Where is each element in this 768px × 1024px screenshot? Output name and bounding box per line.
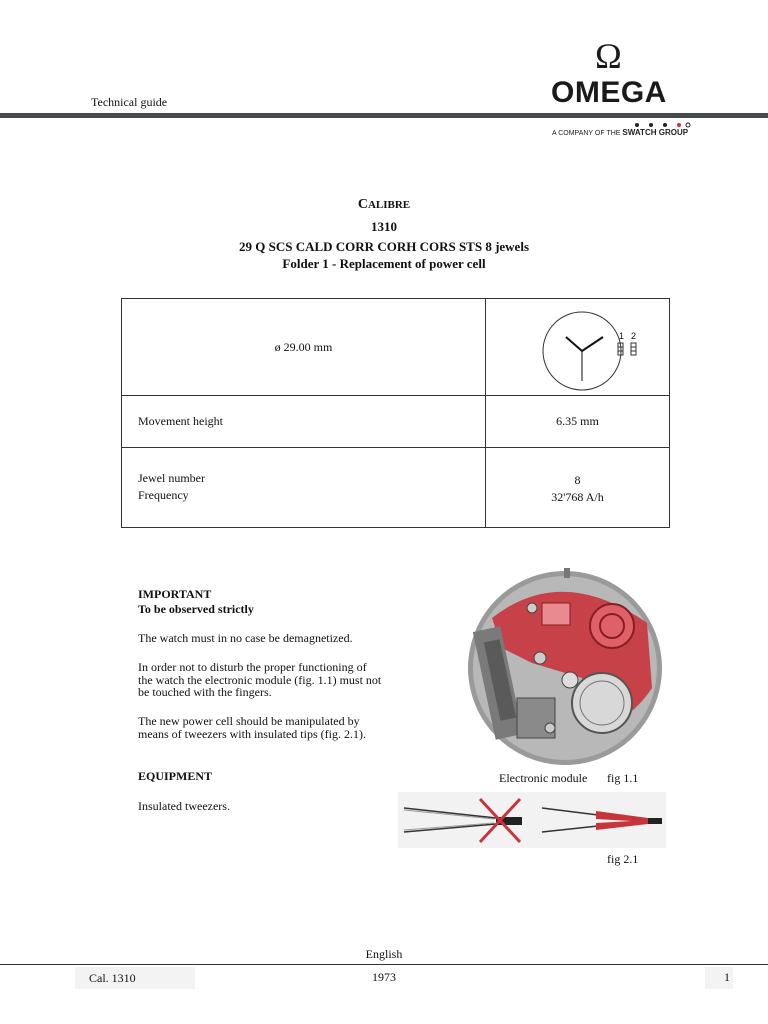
dial-diagram-cell (486, 299, 670, 396)
jewel-frequency-values-cell (486, 448, 670, 528)
important-subheading: To be observed strictly (138, 602, 254, 616)
company-prefix: A COMPANY OF THE (552, 130, 621, 137)
omega-logo-symbol: Ω (595, 36, 622, 76)
equipment-text: Insulated tweezers. (138, 799, 230, 813)
footer-calibre: Cal. 1310 (89, 971, 136, 985)
crown-position-2: 2 (631, 331, 637, 341)
note-power-cell-line-1: The new power cell should be manipulated by (138, 714, 360, 728)
note-module-line-3: be touched with the fingers. (138, 685, 272, 699)
movement-height-label: Movement height (138, 414, 223, 428)
spec-table (121, 298, 670, 528)
calibre-designation: 29 Q SCS CALD CORR CORH CORS STS 8 jewels (239, 239, 529, 254)
footer-year: 1973 (372, 970, 396, 984)
calibre-heading-initial: C (357, 197, 368, 212)
calibre-number: 1310 (371, 219, 397, 234)
frequency-value: 32'768 A/h (551, 490, 604, 504)
company-line (552, 128, 688, 137)
equipment-heading: EQUIPMENT (138, 769, 213, 783)
dial-diagram-icon (486, 299, 686, 394)
jewel-frequency-labels-cell (122, 448, 486, 528)
important-heading: IMPORTANT (138, 587, 212, 601)
header-label: Technical guide (91, 95, 168, 109)
footer-rule (0, 964, 768, 965)
omega-logo-wordmark: OMEGA (551, 76, 667, 109)
calibre-heading-rest: ALIBRE (367, 199, 411, 211)
electronic-module-illustration (462, 568, 672, 768)
fig1-caption: Electronic module (499, 771, 588, 785)
tweezers-illustration (398, 792, 666, 848)
note-demagnetize: The watch must in no case be demagnetized. (138, 631, 353, 645)
calibre-heading (0, 197, 768, 213)
header-rule (0, 113, 768, 118)
diameter-value: ø 29.00 mm (274, 339, 333, 354)
note-module (138, 661, 381, 699)
footer-page-number: 1 (724, 970, 730, 984)
movement-height-value: 6.35 mm (556, 414, 599, 428)
footer-language: English (365, 947, 403, 961)
crown-position-1: 1 (619, 331, 625, 341)
movement-height-value-cell (486, 396, 670, 448)
note-power-cell-line-2: means of tweezers with insulated tips (fig. 2.1). (138, 726, 366, 741)
fig1-reference: fig 1.1 (607, 771, 639, 785)
frequency-label: Frequency (138, 488, 189, 502)
company-group: SWATCH GROUP (622, 128, 689, 137)
diameter-cell (122, 299, 486, 396)
jewel-number-value: 8 (574, 473, 581, 487)
folder-title: Folder 1 - Replacement of power cell (282, 256, 486, 271)
note-module-line-1: In order not to disturb the proper functioning of (138, 660, 367, 674)
movement-height-label-cell (122, 396, 486, 448)
note-power-cell (138, 715, 366, 740)
note-module-line-2: the watch the electronic module (fig. 1.1) must not (138, 672, 382, 687)
jewel-number-label: Jewel number (138, 471, 205, 485)
fig2-reference: fig 2.1 (607, 852, 639, 866)
